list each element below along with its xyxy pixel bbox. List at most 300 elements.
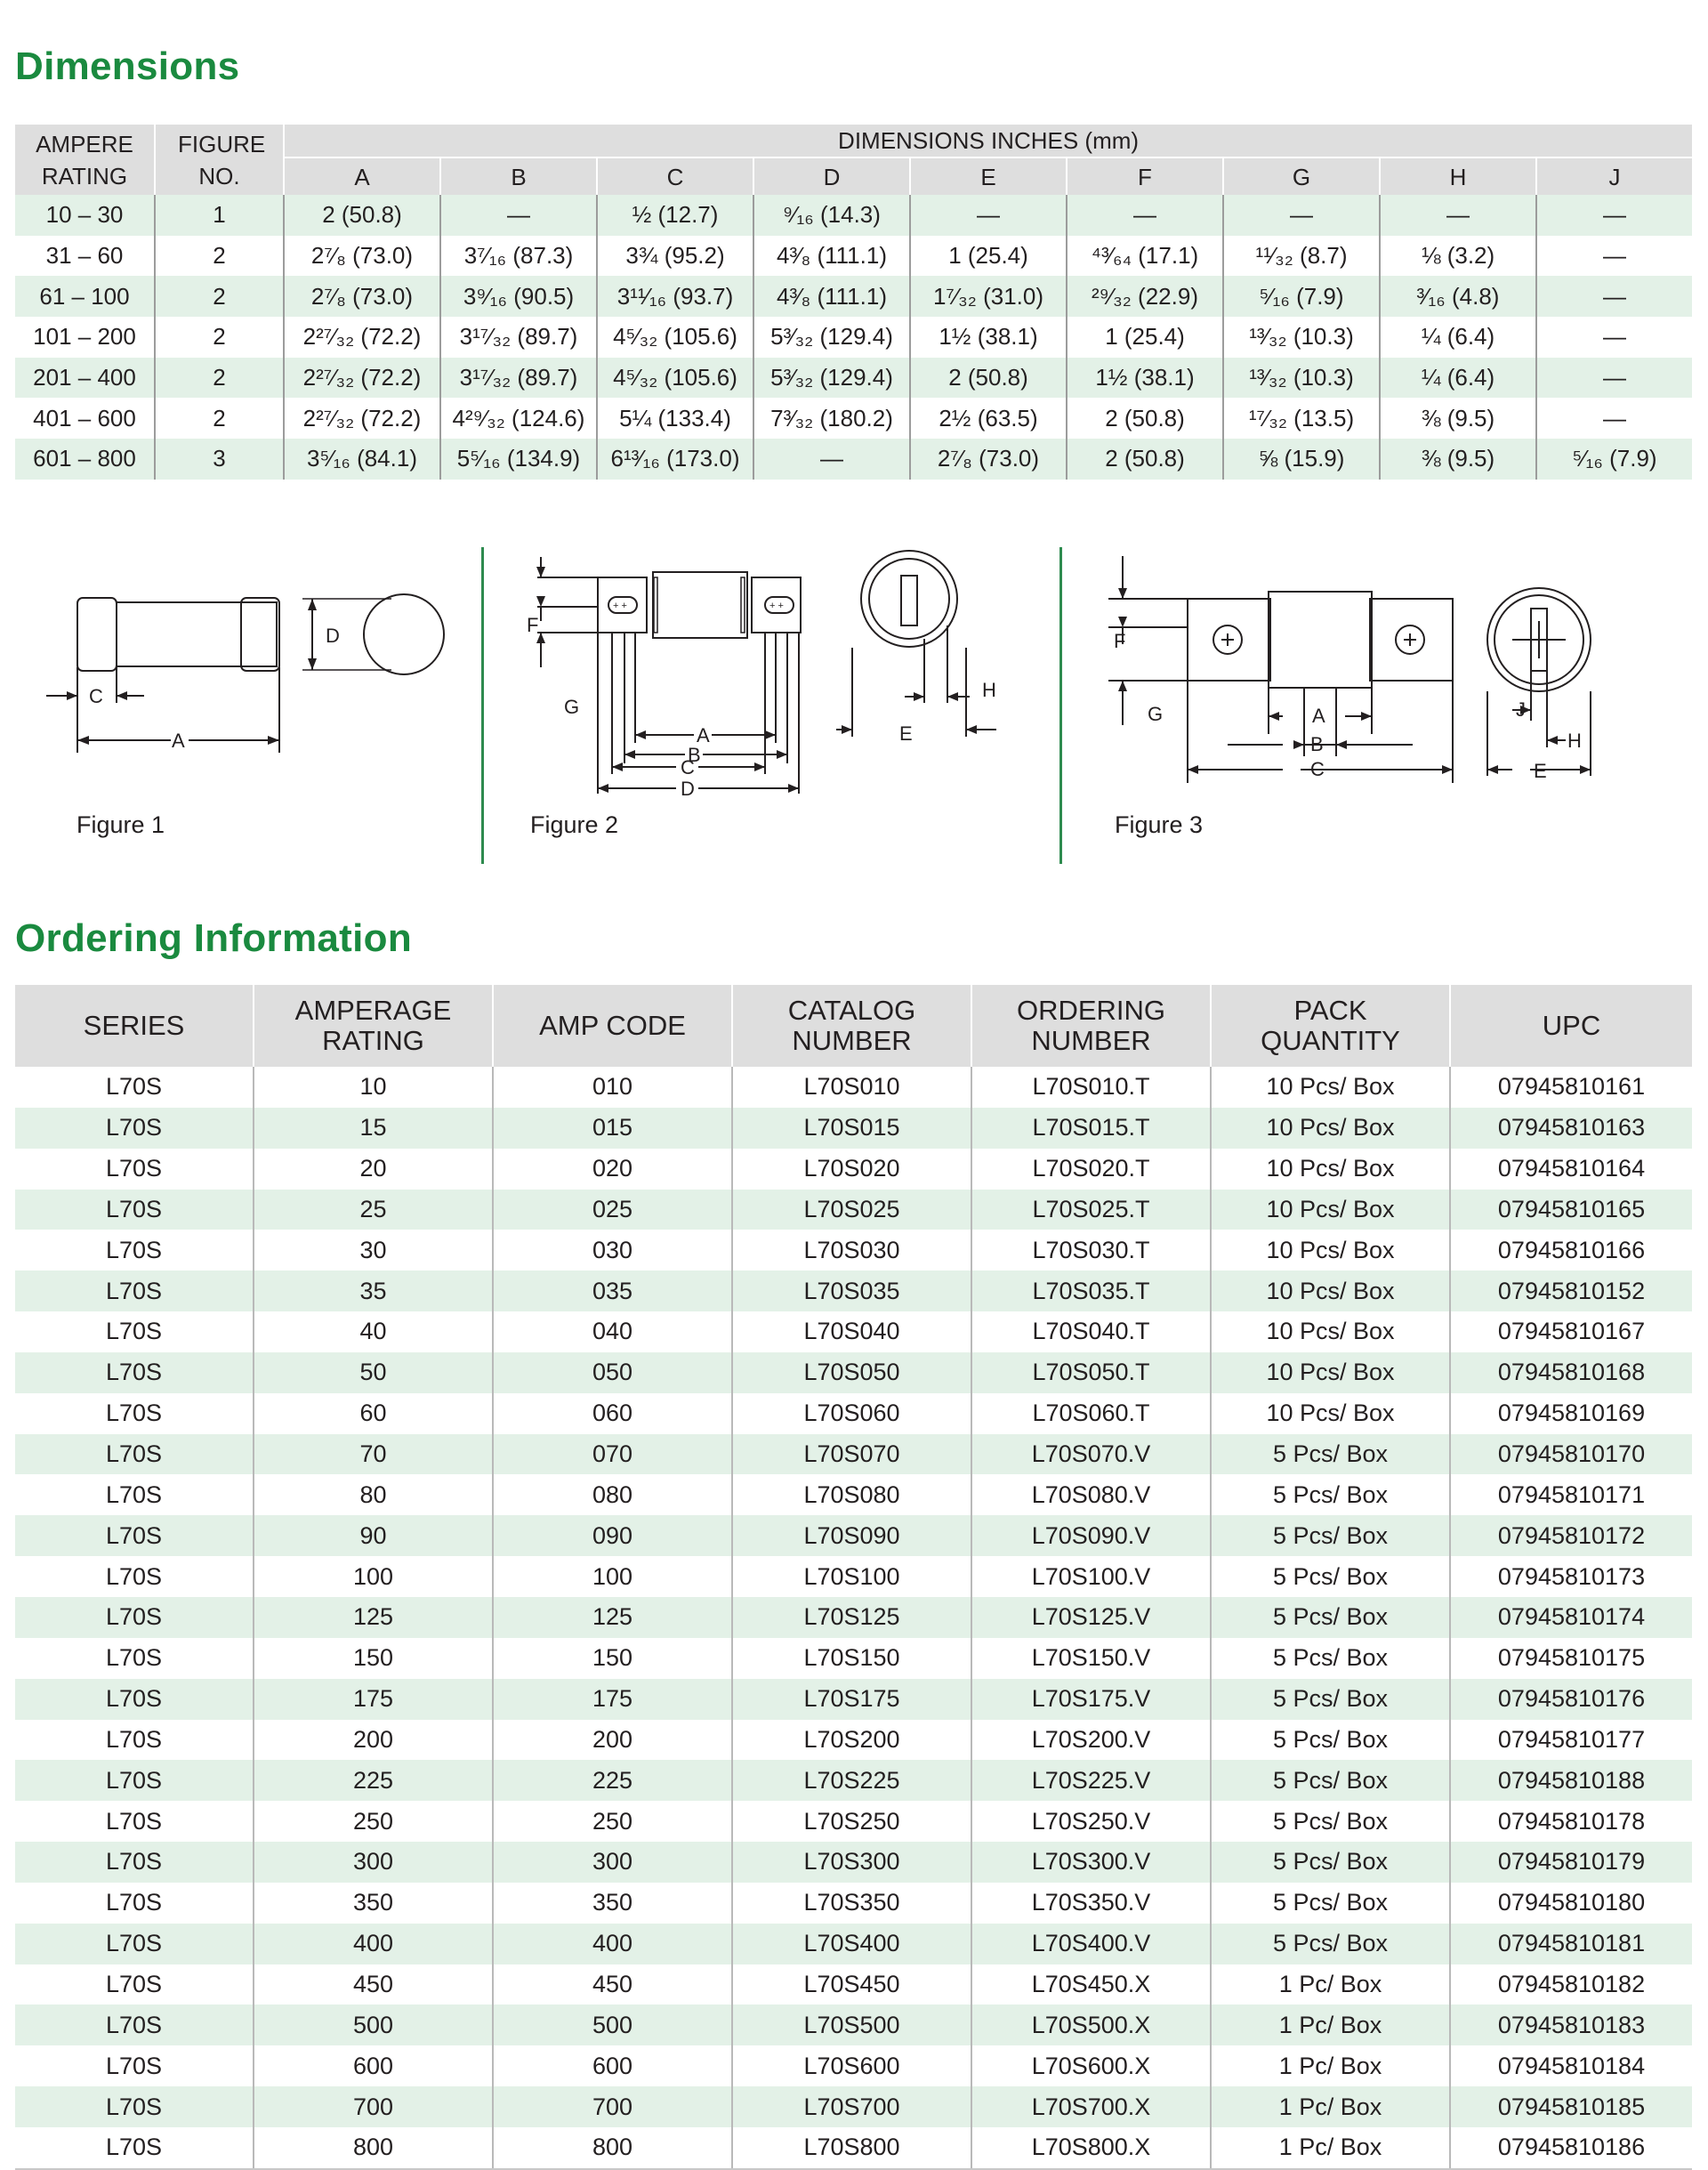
fig1-dim-c-label: C — [89, 685, 103, 707]
figure-3 — [1094, 534, 1628, 805]
pack-quantity-cell: 10 Pcs/ Box — [1211, 1108, 1450, 1149]
dim-cell-c: 4⁵⁄₃₂ (105.6) — [597, 317, 753, 358]
ordering-number-cell: L70S800.X — [971, 2127, 1211, 2169]
ordering-number-cell: L70S060.T — [971, 1393, 1211, 1434]
dim-cell-h: — — [1380, 195, 1536, 236]
ordering-heading: Ordering Information — [15, 916, 412, 960]
col-header-dim-g: G — [1223, 157, 1380, 195]
series-cell: L70S — [15, 2086, 254, 2127]
dim-cell-j: — — [1536, 236, 1692, 277]
dimensions-table — [15, 125, 1692, 480]
ordering-table — [15, 985, 1692, 2170]
dim-cell-f: 2 (50.8) — [1067, 439, 1223, 480]
table-row — [15, 1720, 1692, 1761]
amp-code-cell: 175 — [493, 1679, 732, 1720]
upc-cell: 07945810182 — [1450, 1964, 1692, 2005]
dim-cell-j: — — [1536, 358, 1692, 399]
series-cell: L70S — [15, 1271, 254, 1311]
catalog-number-cell: L70S350 — [732, 1883, 971, 1924]
dim-cell-f: 1½ (38.1) — [1067, 358, 1223, 399]
upc-cell: 07945810176 — [1450, 1679, 1692, 1720]
catalog-number-cell: L70S250 — [732, 1801, 971, 1842]
dim-cell-f: ⁴³⁄₆₄ (17.1) — [1067, 236, 1223, 277]
series-cell: L70S — [15, 1108, 254, 1149]
dim-cell-g: ⅝ (15.9) — [1223, 439, 1380, 480]
dim-cell-a: 2²⁷⁄₃₂ (72.2) — [284, 317, 440, 358]
series-cell: L70S — [15, 1352, 254, 1393]
amperage-rating-cell: 50 — [254, 1352, 493, 1393]
series-cell: L70S — [105, 1318, 163, 1345]
col-header-upc: UPC — [1450, 985, 1692, 1067]
amp-code-cell: 090 — [493, 1515, 732, 1556]
col-header-dim-j: J — [1536, 157, 1692, 195]
table-row — [15, 1924, 1692, 1964]
pack-quantity-cell: 10 Pcs/ Box — [1211, 1190, 1450, 1230]
dim-cell-g: ⁵⁄₁₆ (7.9) — [1223, 276, 1380, 317]
table-row — [15, 1801, 1692, 1842]
amperage-rating-cell: 10 — [254, 1067, 493, 1108]
catalog-number-cell: L70S015 — [732, 1108, 971, 1149]
amp-code-cell: 060 — [493, 1393, 732, 1434]
pack-quantity-cell: 5 Pcs/ Box — [1211, 1515, 1450, 1556]
dim-cell-f: 2 (50.8) — [1067, 398, 1223, 439]
upc-cell: 07945810177 — [1450, 1720, 1692, 1761]
series-cell: L70S — [15, 1190, 254, 1230]
series-cell: L70S — [105, 1807, 163, 1835]
amp-code-cell: 225 — [493, 1760, 732, 1801]
pack-quantity-cell: 5 Pcs/ Box — [1211, 1760, 1450, 1801]
figure-3-drawing — [1094, 534, 1628, 801]
catalog-number-cell: L70S125 — [732, 1597, 971, 1638]
dim-cell-h: ³⁄₁₆ (4.8) — [1380, 276, 1536, 317]
amp-code-cell: 350 — [493, 1883, 732, 1924]
amp-code-cell: 040 — [493, 1311, 732, 1352]
amperage-rating-cell: 175 — [254, 1679, 493, 1720]
catalog-number-cell: L70S025 — [732, 1190, 971, 1230]
upc-cell: 07945810173 — [1450, 1556, 1692, 1597]
ordering-number-cell: L70S020.T — [971, 1149, 1211, 1190]
series-cell: L70S — [15, 1760, 254, 1801]
amp-code-cell: 050 — [493, 1352, 732, 1393]
col-header-ampere-rating: AMPERE RATING — [15, 125, 155, 195]
ordering-number-cell: L70S600.X — [971, 2045, 1211, 2086]
fig3-dim-h-label: H — [1567, 730, 1582, 752]
dim-cell-h: ⅜ (9.5) — [1380, 398, 1536, 439]
table-row — [15, 439, 1692, 480]
pack-quantity-cell: 5 Pcs/ Box — [1211, 1801, 1450, 1842]
dim-cell-c: 3¾ (95.2) — [597, 236, 753, 277]
dim-cell-h: ⅜ (9.5) — [1380, 439, 1536, 480]
catalog-number-cell: L70S030 — [732, 1230, 971, 1271]
pack-quantity-cell: 5 Pcs/ Box — [1211, 1679, 1450, 1720]
dim-cell-j: — — [1536, 317, 1692, 358]
table-row — [15, 1067, 1692, 1108]
dim-cell-d: 4³⁄₈ (111.1) — [753, 236, 910, 277]
table-row — [15, 2005, 1692, 2045]
figure-separator-2 — [1059, 547, 1062, 864]
dim-cell-d: 5³⁄₃₂ (129.4) — [753, 317, 910, 358]
ordering-number-cell: L70S300.V — [971, 1842, 1211, 1883]
figure-1-label: Figure 1 — [77, 811, 165, 838]
series-cell: L70S — [105, 2052, 163, 2079]
ampere-rating-cell: 201 – 400 — [15, 358, 155, 399]
dim-cell-a: 2²⁷⁄₃₂ (72.2) — [284, 358, 440, 399]
dim-cell-f: 1 (25.4) — [1067, 317, 1223, 358]
ordering-number-cell: L70S400.V — [971, 1924, 1211, 1964]
dim-cell-a: 2⁷⁄₈ (73.0) — [284, 276, 440, 317]
pack-quantity-cell: 5 Pcs/ Box — [1211, 1474, 1450, 1515]
series-cell: L70S — [105, 1562, 163, 1590]
figure-2-label: Figure 2 — [530, 811, 619, 838]
col-header-dim-c: C — [597, 157, 753, 195]
upc-cell: 07945810163 — [1450, 1108, 1692, 1149]
dim-cell-b: 5⁵⁄₁₆ (134.9) — [440, 439, 597, 480]
dim-cell-f: — — [1067, 195, 1223, 236]
amperage-rating-cell: 15 — [254, 1108, 493, 1149]
col-header-dim-e: E — [910, 157, 1067, 195]
pack-quantity-cell: 5 Pcs/ Box — [1211, 1883, 1450, 1924]
amp-code-cell: 070 — [493, 1434, 732, 1475]
table-row — [15, 317, 1692, 358]
catalog-number-cell: L70S225 — [732, 1760, 971, 1801]
amperage-rating-cell: 300 — [254, 1842, 493, 1883]
series-cell: L70S — [105, 1725, 163, 1753]
dim-cell-a: 3⁵⁄₁₆ (84.1) — [284, 439, 440, 480]
col-header-dimensions-group: DIMENSIONS INCHES (mm) — [284, 125, 1692, 157]
figure-1-drawing — [36, 534, 463, 783]
ordering-number-cell: L70S450.X — [971, 1964, 1211, 2005]
figure-no-cell: 2 — [155, 236, 284, 277]
amperage-rating-cell: 500 — [254, 2005, 493, 2045]
table-row — [15, 2127, 1692, 2169]
dim-cell-j: — — [1536, 398, 1692, 439]
figure-no-cell: 2 — [155, 276, 284, 317]
amperage-rating-cell: 225 — [254, 1760, 493, 1801]
dim-cell-g: ¹⁷⁄₃₂ (13.5) — [1223, 398, 1380, 439]
pack-quantity-cell: 5 Pcs/ Box — [1211, 1556, 1450, 1597]
series-cell: L70S — [15, 1679, 254, 1720]
dim-cell-a: 2²⁷⁄₃₂ (72.2) — [284, 398, 440, 439]
fig3-dim-c-label: C — [1310, 758, 1325, 780]
table-row — [15, 2045, 1692, 2086]
upc-cell: 07945810164 — [1450, 1149, 1692, 1190]
amp-code-cell: 400 — [493, 1924, 732, 1964]
upc-cell: 07945810188 — [1450, 1760, 1692, 1801]
fig2-dim-f-label: F — [527, 614, 539, 636]
dim-cell-h: ¼ (6.4) — [1380, 317, 1536, 358]
amp-code-cell: 020 — [493, 1149, 732, 1190]
catalog-number-cell: L70S400 — [732, 1924, 971, 1964]
pack-quantity-cell: 10 Pcs/ Box — [1211, 1149, 1450, 1190]
dim-cell-e: 2½ (63.5) — [910, 398, 1067, 439]
fig1-dim-d-label: D — [326, 625, 340, 647]
ampere-rating-cell: 101 – 200 — [33, 323, 136, 351]
dim-cell-j: — — [1536, 276, 1692, 317]
ordering-number-cell: L70S125.V — [971, 1597, 1211, 1638]
upc-cell: 07945810183 — [1450, 2005, 1692, 2045]
pack-quantity-cell: 5 Pcs/ Box — [1211, 1924, 1450, 1964]
fig2-dim-a-label: A — [697, 724, 710, 746]
series-cell: L70S — [105, 1889, 163, 1916]
series-cell: L70S — [105, 1970, 163, 1997]
table-row — [15, 1352, 1692, 1393]
amperage-rating-cell: 20 — [254, 1149, 493, 1190]
dim-cell-c: 3¹¹⁄₁₆ (93.7) — [597, 276, 753, 317]
dim-cell-g: ¹¹⁄₃₂ (8.7) — [1223, 236, 1380, 277]
catalog-number-cell: L70S070 — [732, 1434, 971, 1475]
table-row — [15, 2086, 1692, 2127]
table-row — [15, 1393, 1692, 1434]
amperage-rating-cell: 800 — [254, 2127, 493, 2169]
upc-cell: 07945810171 — [1450, 1474, 1692, 1515]
fig2-dim-c-label: C — [681, 756, 695, 778]
upc-cell: 07945810152 — [1450, 1271, 1692, 1311]
pack-quantity-cell: 5 Pcs/ Box — [1211, 1434, 1450, 1475]
catalog-number-cell: L70S800 — [732, 2127, 971, 2169]
pack-quantity-cell: 10 Pcs/ Box — [1211, 1393, 1450, 1434]
dim-cell-d: 4³⁄₈ (111.1) — [753, 276, 910, 317]
table-row — [15, 1434, 1692, 1475]
col-header-amperage-rating: AMPERAGE RATING — [254, 985, 493, 1067]
ordering-number-cell: L70S025.T — [971, 1190, 1211, 1230]
ordering-number-cell: L70S500.X — [971, 2005, 1211, 2045]
dim-cell-h: ⅛ (3.2) — [1380, 236, 1536, 277]
fig2-dim-e-label: E — [899, 722, 913, 745]
dimensions-table-body — [15, 195, 1692, 480]
upc-cell: 07945810166 — [1450, 1230, 1692, 1271]
amperage-rating-cell: 90 — [254, 1515, 493, 1556]
fig3-dim-e-label: E — [1534, 760, 1547, 782]
dim-cell-b: 3¹⁷⁄₃₂ (89.7) — [440, 358, 597, 399]
amp-code-cell: 100 — [493, 1556, 732, 1597]
amperage-rating-cell: 450 — [254, 1964, 493, 2005]
figure-no-cell: 2 — [155, 398, 284, 439]
dim-cell-c: 4⁵⁄₃₂ (105.6) — [597, 358, 753, 399]
figure-2-drawing — [516, 534, 1023, 801]
dim-cell-c: 5¼ (133.4) — [597, 398, 753, 439]
ordering-number-cell: L70S015.T — [971, 1108, 1211, 1149]
catalog-number-cell: L70S150 — [732, 1638, 971, 1679]
upc-cell: 07945810181 — [1450, 1924, 1692, 1964]
ordering-table-header — [15, 985, 1692, 1067]
col-header-dim-f: F — [1067, 157, 1223, 195]
pack-quantity-cell: 10 Pcs/ Box — [1211, 1311, 1450, 1352]
dim-cell-d: ⁹⁄₁₆ (14.3) — [753, 195, 910, 236]
amp-code-cell: 025 — [493, 1190, 732, 1230]
ordering-number-cell: L70S010.T — [971, 1067, 1211, 1108]
amp-code-cell: 080 — [493, 1474, 732, 1515]
upc-cell: 07945810174 — [1450, 1597, 1692, 1638]
series-cell: L70S — [105, 1073, 163, 1101]
col-header-figure-no: FIGURE NO. — [155, 125, 284, 195]
ampere-rating-cell: 401 – 600 — [33, 404, 136, 432]
pack-quantity-cell: 10 Pcs/ Box — [1211, 1067, 1450, 1108]
col-header-dim-b: B — [440, 157, 597, 195]
upc-cell: 07945810165 — [1450, 1190, 1692, 1230]
table-row — [15, 1597, 1692, 1638]
amperage-rating-cell: 60 — [254, 1393, 493, 1434]
dim-cell-j: — — [1536, 195, 1692, 236]
amperage-rating-cell: 70 — [254, 1434, 493, 1475]
dim-cell-a: 2⁷⁄₈ (73.0) — [284, 236, 440, 277]
upc-cell: 07945810178 — [1450, 1801, 1692, 1842]
figure-no-cell: 1 — [155, 195, 284, 236]
dim-cell-j: ⁵⁄₁₆ (7.9) — [1536, 439, 1692, 480]
table-row — [15, 358, 1692, 399]
figure-no-cell: 2 — [155, 358, 284, 399]
dim-cell-h: ¼ (6.4) — [1380, 358, 1536, 399]
table-row — [15, 236, 1692, 277]
dim-cell-e: 2 (50.8) — [910, 358, 1067, 399]
ordering-number-cell: L70S175.V — [971, 1679, 1211, 1720]
table-row — [15, 1474, 1692, 1515]
table-row — [15, 1230, 1692, 1271]
amperage-rating-cell: 100 — [254, 1556, 493, 1597]
upc-cell: 07945810168 — [1450, 1352, 1692, 1393]
fig1-dim-a-label: A — [172, 730, 185, 752]
catalog-number-cell: L70S050 — [732, 1352, 971, 1393]
amp-code-cell: 125 — [493, 1597, 732, 1638]
amp-code-cell: 200 — [493, 1720, 732, 1761]
dim-cell-d: 5³⁄₃₂ (129.4) — [753, 358, 910, 399]
ordering-number-cell: L70S040.T — [971, 1311, 1211, 1352]
amp-code-cell: 500 — [493, 2005, 732, 2045]
dim-cell-b: 3⁷⁄₁₆ (87.3) — [440, 236, 597, 277]
series-cell: L70S — [15, 1842, 254, 1883]
pack-quantity-cell: 1 Pc/ Box — [1211, 2127, 1450, 2169]
amperage-rating-cell: 600 — [254, 2045, 493, 2086]
upc-cell: 07945810172 — [1450, 1515, 1692, 1556]
amperage-rating-cell: 35 — [254, 1271, 493, 1311]
ordering-number-cell: L70S200.V — [971, 1720, 1211, 1761]
svg-text:+ +: + + — [613, 601, 627, 611]
ordering-number-cell: L70S080.V — [971, 1474, 1211, 1515]
col-header-catalog-number: CATALOG NUMBER — [732, 985, 971, 1067]
upc-cell: 07945810175 — [1450, 1638, 1692, 1679]
catalog-number-cell: L70S100 — [732, 1556, 971, 1597]
upc-cell: 07945810186 — [1450, 2127, 1692, 2169]
dim-cell-g: ¹³⁄₃₂ (10.3) — [1223, 317, 1380, 358]
fig2-dim-b-label: B — [688, 744, 701, 766]
table-row — [15, 276, 1692, 317]
dim-cell-e: 1½ (38.1) — [910, 317, 1067, 358]
upc-cell: 07945810169 — [1450, 1393, 1692, 1434]
dim-cell-d: — — [753, 439, 910, 480]
table-row — [15, 1638, 1692, 1679]
amperage-rating-cell: 200 — [254, 1720, 493, 1761]
series-cell: L70S — [105, 1400, 163, 1427]
upc-cell: 07945810167 — [1450, 1311, 1692, 1352]
table-row — [15, 398, 1692, 439]
figure-no-cell: 3 — [155, 439, 284, 480]
fig3-dim-f-label: F — [1114, 630, 1126, 652]
dim-cell-f: ²⁹⁄₃₂ (22.9) — [1067, 276, 1223, 317]
table-row — [15, 1108, 1692, 1149]
table-row — [15, 1964, 1692, 2005]
pack-quantity-cell: 1 Pc/ Box — [1211, 2045, 1450, 2086]
ordering-table-body — [15, 1067, 1692, 2169]
dim-cell-c: ½ (12.7) — [597, 195, 753, 236]
table-row — [15, 1311, 1692, 1352]
table-row — [15, 1149, 1692, 1190]
pack-quantity-cell: 1 Pc/ Box — [1211, 2086, 1450, 2127]
amperage-rating-cell: 400 — [254, 1924, 493, 1964]
fig2-dim-d-label: D — [681, 778, 695, 800]
dim-cell-b: 3⁹⁄₁₆ (90.5) — [440, 276, 597, 317]
ampere-rating-cell: 10 – 30 — [15, 195, 155, 236]
amp-code-cell: 250 — [493, 1801, 732, 1842]
catalog-number-cell: L70S040 — [732, 1311, 971, 1352]
dim-cell-b: 4²⁹⁄₃₂ (124.6) — [440, 398, 597, 439]
series-cell: L70S — [105, 1644, 163, 1672]
table-row — [15, 195, 1692, 236]
amperage-rating-cell: 700 — [254, 2086, 493, 2127]
pack-quantity-cell: 5 Pcs/ Box — [1211, 1638, 1450, 1679]
dim-cell-c: 6¹³⁄₁₆ (173.0) — [597, 439, 753, 480]
ampere-rating-cell: 61 – 100 — [15, 276, 155, 317]
series-cell: L70S — [15, 1434, 254, 1475]
upc-cell: 07945810184 — [1450, 2045, 1692, 2086]
dimensions-table-header — [15, 125, 1692, 195]
dim-cell-e: — — [910, 195, 1067, 236]
upc-cell: 07945810170 — [1450, 1434, 1692, 1475]
ampere-rating-cell: 31 – 60 — [45, 242, 124, 270]
col-header-amp-code: AMP CODE — [493, 985, 732, 1067]
table-row — [15, 1556, 1692, 1597]
catalog-number-cell: L70S010 — [732, 1067, 971, 1108]
dim-cell-b: — — [440, 195, 597, 236]
amperage-rating-cell: 150 — [254, 1638, 493, 1679]
fig3-dim-g-label: G — [1148, 703, 1164, 725]
catalog-number-cell: L70S035 — [732, 1271, 971, 1311]
dim-cell-d: 7³⁄₃₂ (180.2) — [753, 398, 910, 439]
catalog-number-cell: L70S060 — [732, 1393, 971, 1434]
pack-quantity-cell: 5 Pcs/ Box — [1211, 1842, 1450, 1883]
series-cell: L70S — [105, 1155, 163, 1182]
ordering-number-cell: L70S225.V — [971, 1760, 1211, 1801]
ordering-number-cell: L70S100.V — [971, 1556, 1211, 1597]
amperage-rating-cell: 25 — [254, 1190, 493, 1230]
figure-no-cell: 2 — [155, 317, 284, 358]
table-row — [15, 1883, 1692, 1924]
amp-code-cell: 030 — [493, 1230, 732, 1271]
table-row — [15, 1760, 1692, 1801]
amperage-rating-cell: 80 — [254, 1474, 493, 1515]
col-header-dim-a: A — [284, 157, 440, 195]
series-cell: L70S — [15, 1924, 254, 1964]
catalog-number-cell: L70S200 — [732, 1720, 971, 1761]
series-cell: L70S — [105, 1236, 163, 1263]
figure-1 — [36, 534, 463, 787]
pack-quantity-cell: 1 Pc/ Box — [1211, 2005, 1450, 2045]
fig2-dim-g-label: G — [564, 696, 580, 718]
amperage-rating-cell: 125 — [254, 1597, 493, 1638]
catalog-number-cell: L70S600 — [732, 2045, 971, 2086]
amp-code-cell: 015 — [493, 1108, 732, 1149]
dim-cell-e: 1⁷⁄₃₂ (31.0) — [910, 276, 1067, 317]
series-cell: L70S — [15, 1515, 254, 1556]
catalog-number-cell: L70S080 — [732, 1474, 971, 1515]
amp-code-cell: 700 — [493, 2086, 732, 2127]
pack-quantity-cell: 1 Pc/ Box — [1211, 1964, 1450, 2005]
table-row — [15, 1271, 1692, 1311]
amperage-rating-cell: 350 — [254, 1883, 493, 1924]
amp-code-cell: 150 — [493, 1638, 732, 1679]
catalog-number-cell: L70S020 — [732, 1149, 971, 1190]
upc-cell: 07945810185 — [1450, 2086, 1692, 2127]
col-header-dim-d: D — [753, 157, 910, 195]
table-row — [15, 1515, 1692, 1556]
